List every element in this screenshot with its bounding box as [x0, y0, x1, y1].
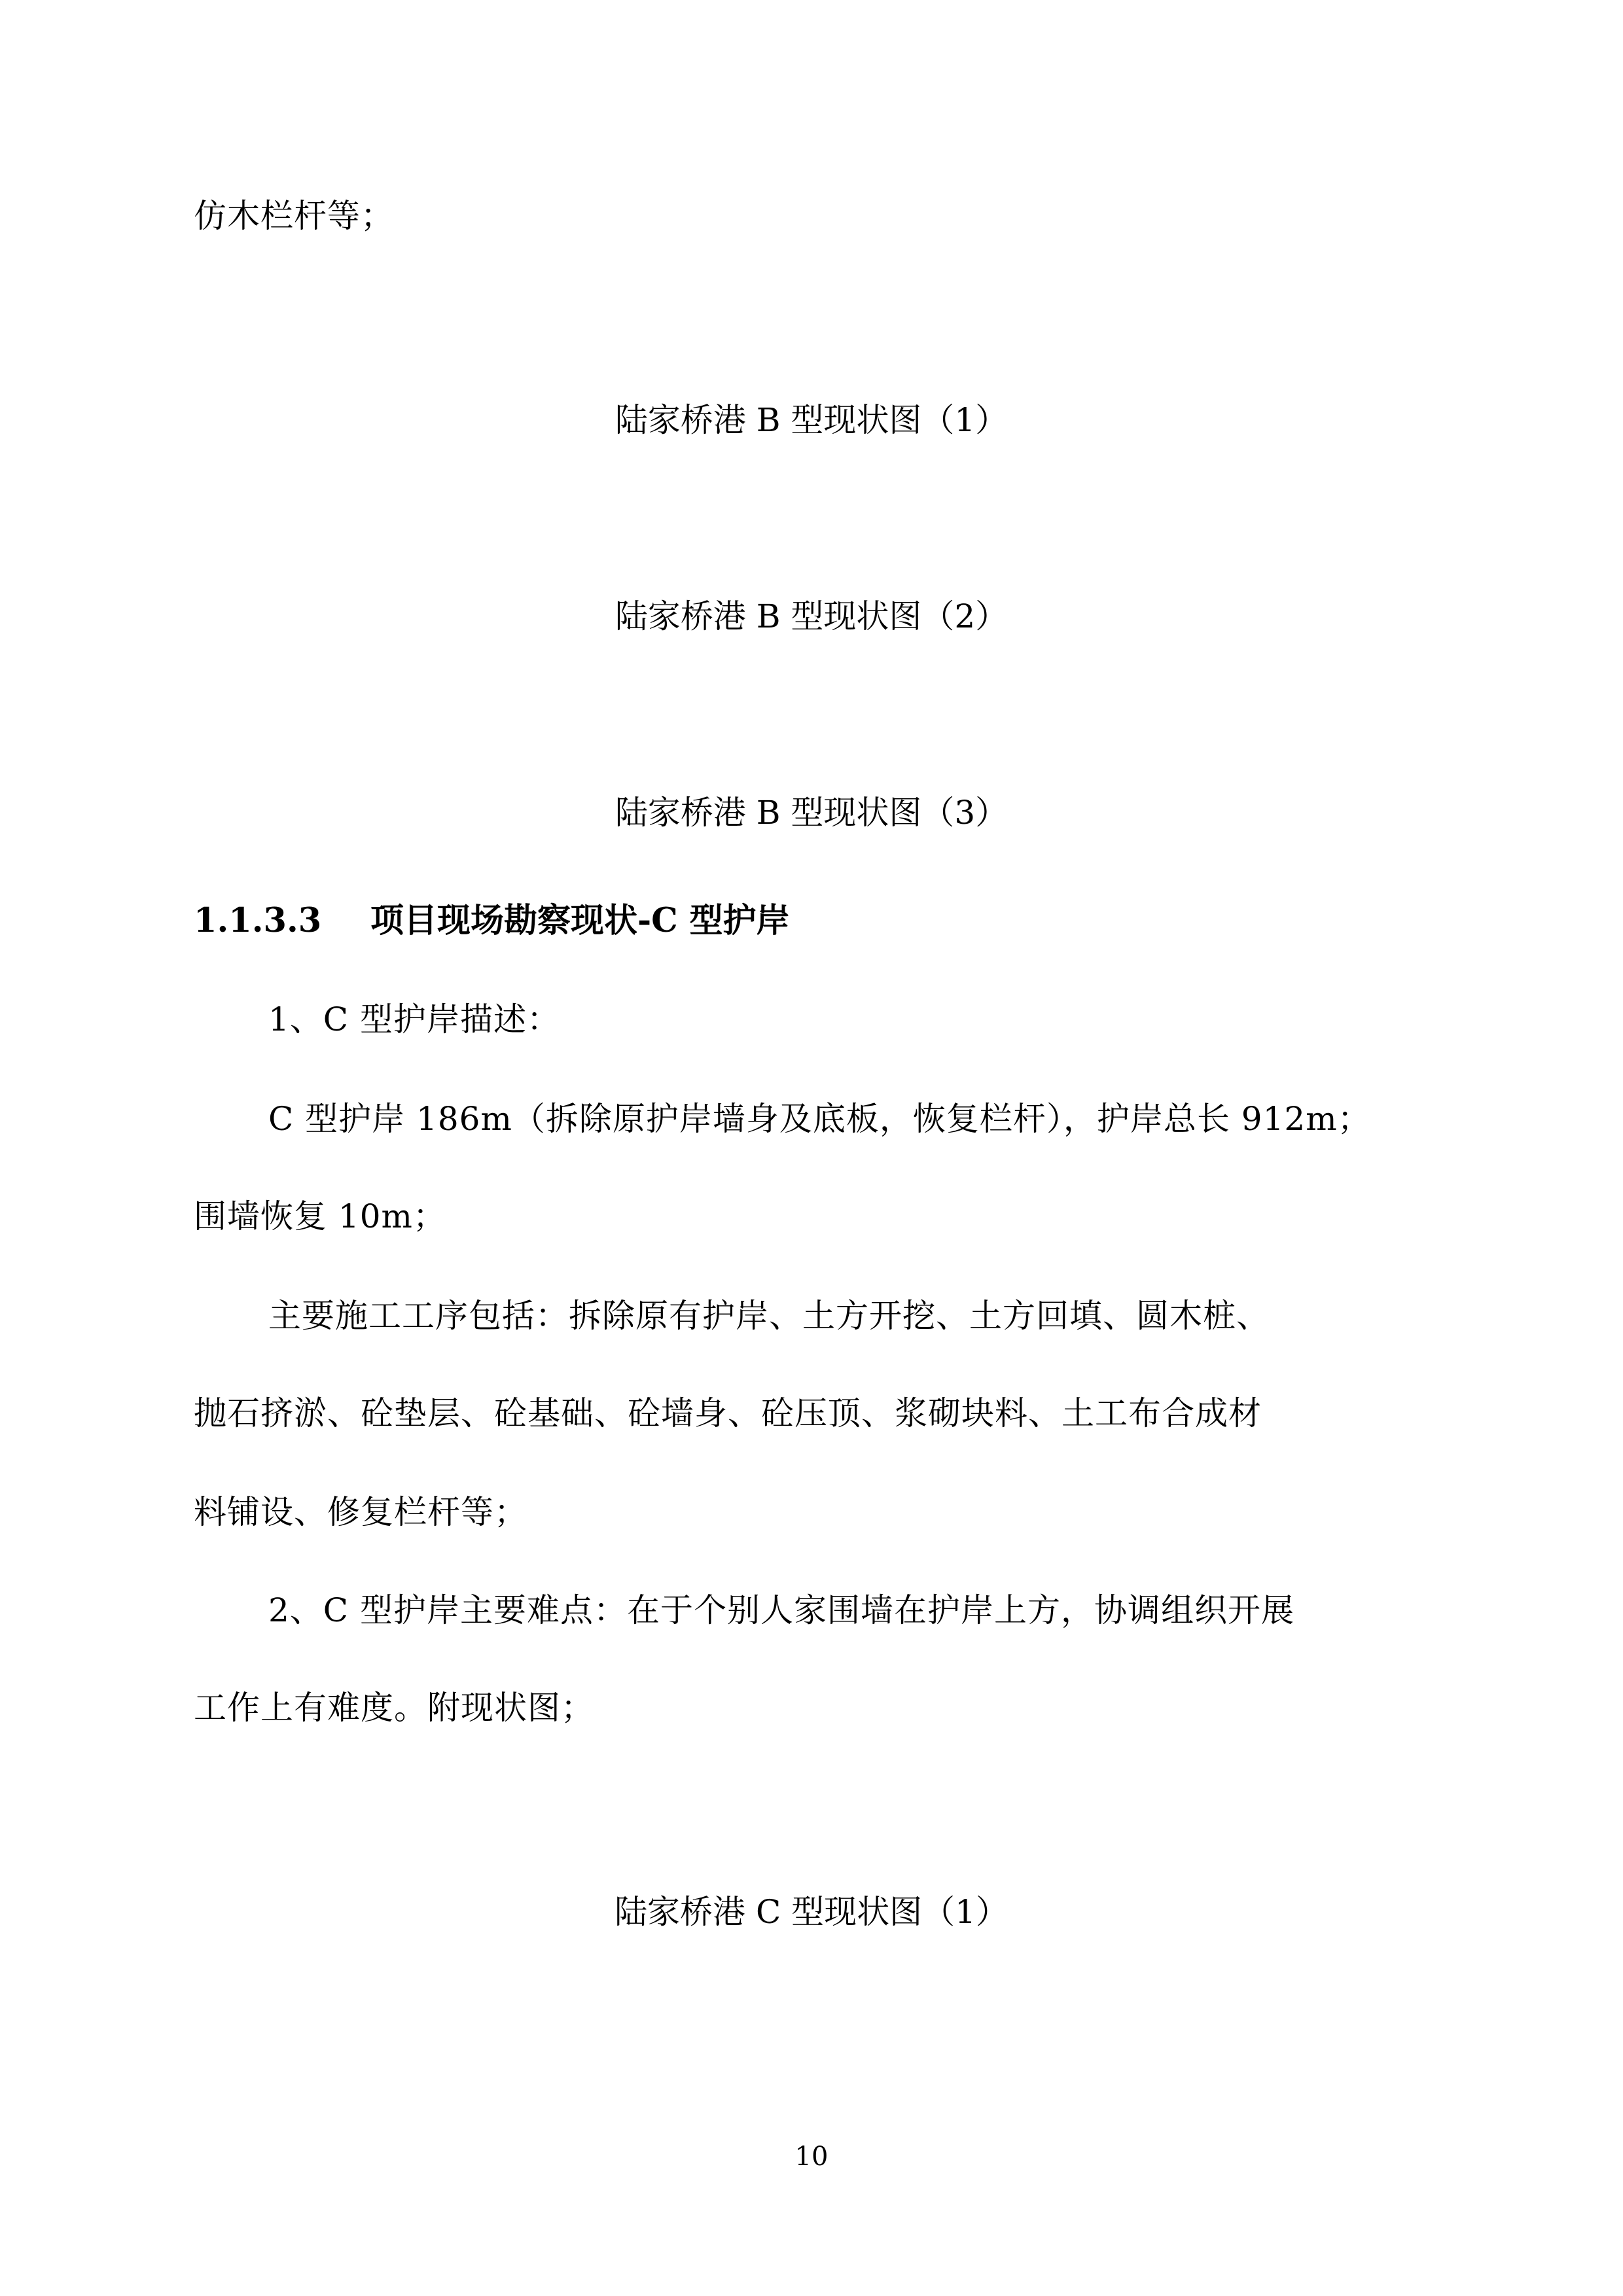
- figure-caption-b3: 陆家桥港 B 型现状图（3）: [615, 794, 1008, 832]
- paragraph-text: 1、C 型护岸描述：: [268, 1000, 560, 1038]
- paragraph-text: 主要施工工序包括：拆除原有护岸、土方开挖、土方回填、圆木桩、: [268, 1297, 1270, 1335]
- paragraph-text: 料铺设、修复栏杆等；: [194, 1493, 527, 1531]
- paragraph-text: 仿木栏杆等；: [194, 197, 394, 235]
- section-number: 1.1.3.3: [194, 901, 322, 940]
- figure-caption-b1: 陆家桥港 B 型现状图（1）: [615, 401, 1008, 439]
- paragraph-text: 抛石挤淤、砼垫层、砼基础、砼墙身、砼压顶、浆砌块料、土工布合成材: [194, 1394, 1262, 1432]
- paragraph-text: 2、C 型护岸主要难点：在于个别人家围墙在护岸上方，协调组织开展: [268, 1591, 1294, 1629]
- section-heading: [194, 901, 790, 940]
- paragraph-text: C 型护岸 186m（拆除原护岸墙身及底板，恢复栏杆），护岸总长 912m；: [268, 1100, 1371, 1138]
- figure-caption-c1: 陆家桥港 C 型现状图（1）: [615, 1893, 1008, 1931]
- paragraph-text: 工作上有难度。附现状图；: [194, 1689, 594, 1727]
- page-number: 10: [794, 2142, 829, 2172]
- paragraph-text: 围墙恢复 10m；: [194, 1197, 446, 1235]
- section-title: 项目现场勘察现状-C 型护岸: [370, 901, 790, 940]
- figure-caption-b2: 陆家桥港 B 型现状图（2）: [615, 597, 1008, 635]
